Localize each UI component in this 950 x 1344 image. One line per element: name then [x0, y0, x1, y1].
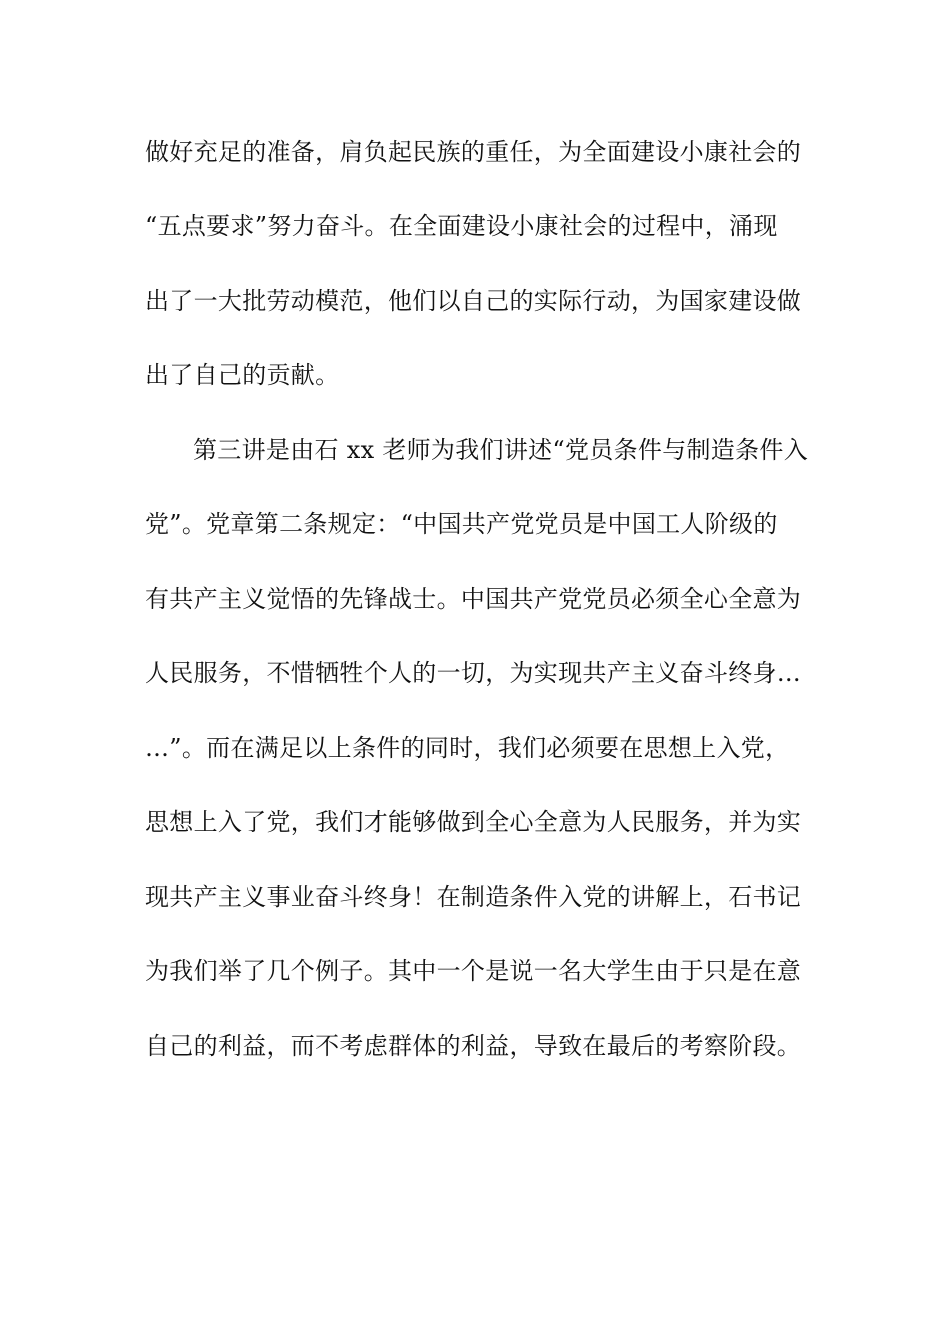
text-line: 党”。党章第二条规定：“中国共产党党员是中国工人阶级的: [145, 510, 778, 538]
text-line: 思想上入了党，我们才能够做到全心全意为人民服务，并为实: [145, 808, 802, 836]
text-line: 出了自己的贡献。: [145, 361, 340, 389]
text-line: 自己的利益，而不考虑群体的利益，导致在最后的考察阶段。: [145, 1032, 802, 1060]
text-line: 现共产主义事业奋斗终身！在制造条件入党的讲解上，石书记: [145, 883, 802, 911]
text-line: 做好充足的准备，肩负起民族的重任，为全面建设小康社会的: [145, 138, 802, 166]
text-line: 人民服务，不惜牺牲个人的一切，为实现共产主义奋斗终身…: [145, 659, 802, 687]
text-line: “五点要求”努力奋斗。在全面建设小康社会的过程中，涌现: [145, 212, 778, 240]
text-line: 为我们举了几个例子。其中一个是说一名大学生由于只是在意: [145, 957, 802, 985]
text-line: 有共产主义觉悟的先锋战士。中国共产党党员必须全心全意为: [145, 585, 802, 613]
text-line: 出了一大批劳动模范，他们以自己的实际行动，为国家建设做: [145, 287, 802, 315]
text-line: 第三讲是由石 xx 老师为我们讲述“党员条件与制造条件入: [193, 436, 808, 464]
text-line: …”。而在满足以上条件的同时，我们必须要在思想上入党，: [145, 734, 790, 762]
